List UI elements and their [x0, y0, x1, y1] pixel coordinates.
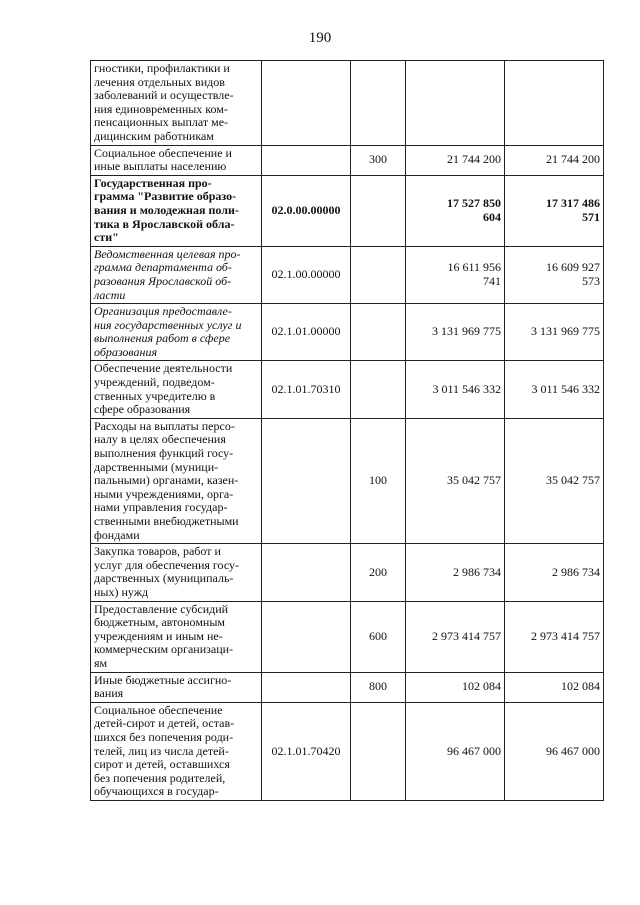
row-amount-year1-cell — [406, 361, 505, 418]
table-row — [91, 601, 604, 672]
row-amount-year2-text: 2 986 734 — [552, 564, 600, 579]
row-name-text: Обеспечение деятельности учреждений, подведом- ственных учредителю в сфере образования — [94, 361, 233, 417]
row-expense-type-cell — [351, 601, 406, 672]
row-name-text: Организация предоставле- ния государственных услуг и выполнения работ в сфере образования — [94, 304, 242, 359]
table-row — [91, 672, 604, 702]
row-code-cell — [262, 304, 351, 361]
row-amount-year2-cell — [505, 246, 604, 303]
row-amount-year1-text: 102 084 — [462, 679, 501, 694]
row-expense-type-cell — [351, 418, 406, 543]
row-amount-year1-cell — [406, 544, 505, 601]
table-row — [91, 544, 604, 601]
row-amount-year1-text: 17 527 850 604 — [447, 196, 501, 224]
row-name-text: Ведомственная целевая про- грамма департамента об- разования Ярославской об- ласти — [94, 246, 241, 302]
row-expense-type-text: 600 — [369, 628, 387, 643]
row-amount-year2-text: 21 744 200 — [546, 152, 600, 167]
row-expense-type-cell — [351, 145, 406, 175]
row-amount-year1-cell — [406, 61, 505, 146]
table-row — [91, 418, 604, 543]
row-amount-year2-text: 3 131 969 775 — [531, 324, 600, 339]
row-amount-year1-cell — [406, 418, 505, 543]
row-code-cell — [262, 601, 351, 672]
row-code-text: 02.1.01.70310 — [271, 381, 341, 396]
table-row — [91, 702, 604, 800]
row-code-cell — [262, 361, 351, 418]
row-name-text: Расходы на выплаты персо- налу в целях обеспечения выполнения функций госу- дарственными (муници- пальными) органами, казен- ными учреждениями, орга- нами управления государ- ственными внебюджетными фондами — [94, 418, 239, 542]
table-row — [91, 246, 604, 303]
row-code-cell — [262, 672, 351, 702]
row-expense-type-text: 800 — [369, 679, 387, 694]
row-expense-type-cell — [351, 61, 406, 146]
row-amount-year2-text: 102 084 — [561, 679, 600, 694]
row-amount-year2-cell — [505, 544, 604, 601]
row-amount-year2-text: 35 042 757 — [546, 473, 600, 488]
page-number: 190 — [308, 30, 332, 46]
row-amount-year1-cell — [406, 304, 505, 361]
row-code-text: 02.1.01.00000 — [271, 324, 341, 339]
table-row — [91, 175, 604, 246]
budget-table — [90, 60, 604, 801]
row-amount-year1-text: 96 467 000 — [447, 743, 501, 758]
row-amount-year2-cell — [505, 702, 604, 800]
row-amount-year1-text: 3 011 546 332 — [432, 381, 501, 396]
row-name-text: Социальное обеспечение детей-сирот и детей, остав- шихся без попечения роди- телей, лиц из числа детей- сирот и детей, оставшихся без попечения родителей, обучающихся в государ- — [94, 702, 235, 799]
row-expense-type-cell — [351, 672, 406, 702]
row-expense-type-text: 300 — [369, 152, 387, 167]
row-code-cell — [262, 544, 351, 601]
row-amount-year2-cell — [505, 361, 604, 418]
row-expense-type-text: 200 — [369, 564, 387, 579]
row-amount-year1-cell — [406, 246, 505, 303]
row-amount-year1-text: 2 973 414 757 — [432, 628, 501, 643]
row-name-cell — [91, 418, 262, 543]
row-expense-type-cell — [351, 304, 406, 361]
row-name-cell — [91, 304, 262, 361]
row-name-cell — [91, 601, 262, 672]
row-name-cell — [91, 175, 262, 246]
table-row — [91, 361, 604, 418]
row-amount-year1-cell — [406, 145, 505, 175]
row-name-text: Государственная про- грамма "Развитие образо- вания и молодежная поли- тика в Ярославской обла- сти" — [94, 175, 239, 245]
row-code-text: 02.1.00.00000 — [271, 267, 341, 282]
row-name-cell — [91, 544, 262, 601]
row-expense-type-cell — [351, 175, 406, 246]
row-name-cell — [91, 702, 262, 800]
row-name-text: Иные бюджетные ассигно- вания — [94, 672, 232, 701]
row-name-cell — [91, 246, 262, 303]
row-name-text: Закупка товаров, работ и услуг для обеспечения госу- дарственных (муниципаль- ных) нужд — [94, 544, 240, 599]
row-amount-year2-cell — [505, 418, 604, 543]
row-name-text: гностики, профилактики и лечения отдельных видов заболеваний и осуществле- ния единовременных ком- пенсационных выплат ме- дицинским работникам — [94, 61, 234, 143]
row-amount-year1-text: 16 611 956 741 — [447, 260, 501, 288]
row-code-cell — [262, 246, 351, 303]
row-name-cell — [91, 361, 262, 418]
row-amount-year2-text: 17 317 486 571 — [546, 196, 600, 224]
row-amount-year2-cell — [505, 304, 604, 361]
row-amount-year1-cell — [406, 175, 505, 246]
row-amount-year1-cell — [406, 601, 505, 672]
row-code-cell — [262, 418, 351, 543]
row-code-text: 02.0.00.00000 — [271, 202, 341, 217]
row-name-cell — [91, 672, 262, 702]
row-amount-year2-text: 2 973 414 757 — [531, 628, 600, 643]
row-expense-type-cell — [351, 544, 406, 601]
row-amount-year2-cell — [505, 61, 604, 146]
row-code-cell — [262, 175, 351, 246]
row-amount-year2-cell — [505, 145, 604, 175]
table-row — [91, 304, 604, 361]
row-amount-year1-cell — [406, 702, 505, 800]
row-name-cell — [91, 61, 262, 146]
row-amount-year2-text: 96 467 000 — [546, 743, 600, 758]
row-code-cell — [262, 61, 351, 146]
row-amount-year1-text: 35 042 757 — [447, 473, 501, 488]
budget-table-body — [91, 61, 604, 801]
row-amount-year1-text: 3 131 969 775 — [432, 324, 501, 339]
row-amount-year2-text: 3 011 546 332 — [531, 381, 600, 396]
row-name-text: Предоставление субсидий бюджетным, автономным учреждениям и иным не- коммерческим организаци- ям — [94, 601, 234, 670]
table-row — [91, 145, 604, 175]
row-amount-year1-text: 21 744 200 — [447, 152, 501, 167]
row-amount-year2-cell — [505, 175, 604, 246]
row-amount-year1-text: 2 986 734 — [453, 564, 501, 579]
row-amount-year1-cell — [406, 672, 505, 702]
table-row — [91, 61, 604, 146]
row-amount-year2-text: 16 609 927 573 — [546, 260, 600, 288]
row-name-cell — [91, 145, 262, 175]
row-code-text: 02.1.01.70420 — [271, 743, 341, 758]
row-amount-year2-cell — [505, 601, 604, 672]
row-expense-type-cell — [351, 246, 406, 303]
row-expense-type-cell — [351, 361, 406, 418]
row-amount-year2-cell — [505, 672, 604, 702]
row-code-cell — [262, 702, 351, 800]
row-name-text: Социальное обеспечение и иные выплаты населению — [94, 145, 232, 174]
row-code-cell — [262, 145, 351, 175]
row-expense-type-cell — [351, 702, 406, 800]
row-expense-type-text: 100 — [369, 473, 387, 488]
